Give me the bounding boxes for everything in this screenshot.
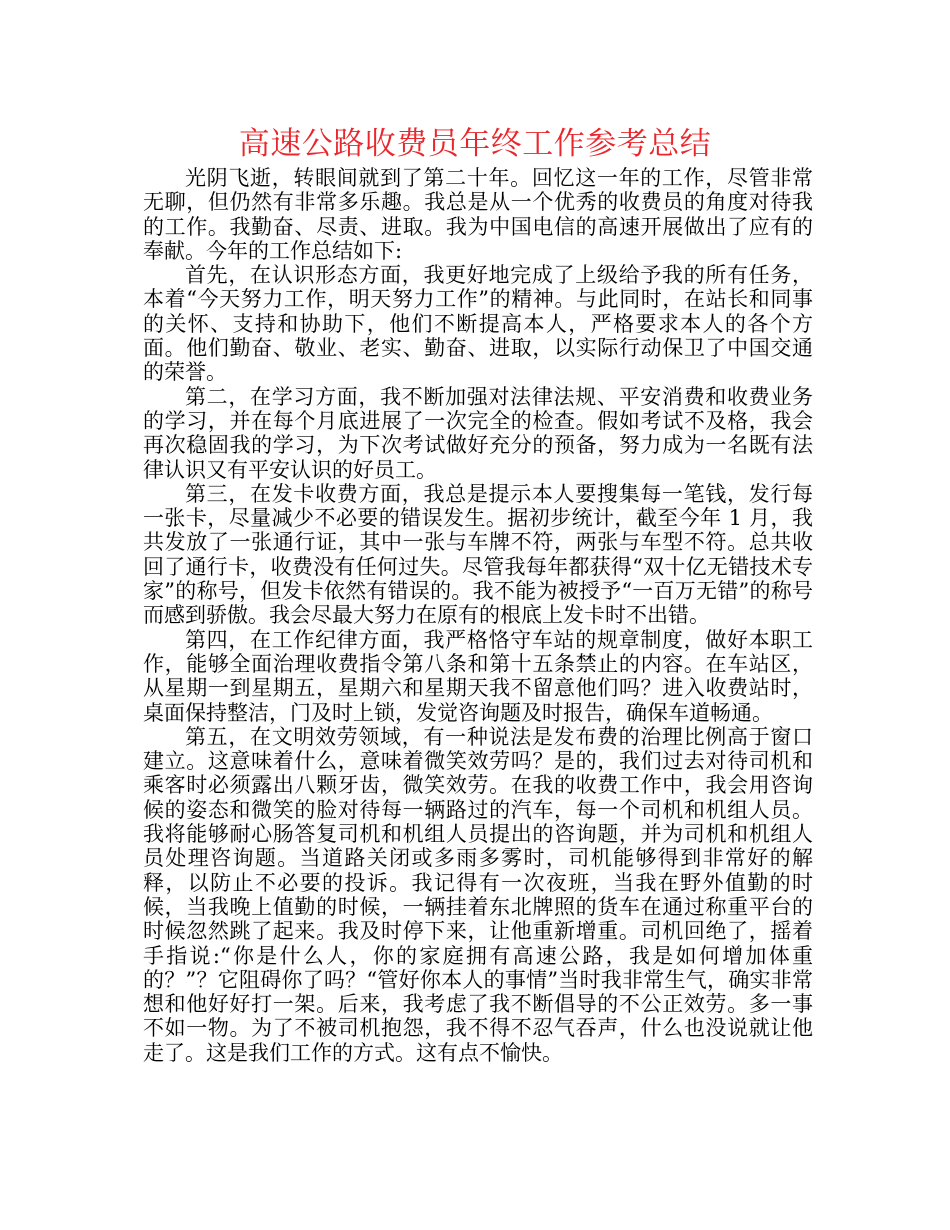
paragraph-first: 首先，在认识形态方面，我更好地完成了上级给予我的所有任务，本着“今天努力工作，明天努力工作”的精神。与此同时，在站长和同事的关怀、支持和协助下，他们不断提高本人，严格要求本人的各个方面。他们勤奋、敬业、老实、勤奋、进取，以实际行动保卫了中国交通的荣誉。 <box>143 263 813 385</box>
paragraph-fifth: 第五，在文明效劳领域，有一种说法是发布费的治理比例高于窗口建立。这意味着什么，意味着微笑效劳吗？是的，我们过去对待司机和乘客时必须露出八颗牙齿，微笑效劳。在我的收费工作中，我会用咨询候的姿态和微笑的脸对待每一辆路过的汽车，每一个司机和机组人员。我将能够耐心肠答复司机和机组人员提出的咨询题，并为司机和机组人员处理咨询题。当道路关闭或多雨多雾时，司机能够得到非常好的解释，以防止不必要的投诉。我记得有一次夜班，当我在野外值勤的时候，当我晚上值勤的时候，一辆挂着东北牌照的货车在通过称重平台的时候忽然跳了起来。我及时停下来，让他重新增重。司机回绝了，摇着手指说:“你是什么人，你的家庭拥有高速公路，我是如何增加体重的？”？它阻碍你了吗？“管好你本人的事情”当时我非常生气，确实非常想和他好好打一架。后来，我考虑了我不断倡导的不公正效劳。多一事不如一物。为了不被司机抱怨，我不得不忍气吞声，什么也没说就让他走了。这是我们工作的方式。这有点不愉快。 <box>143 724 813 1065</box>
document-title: 高速公路收费员年终工作参考总结 <box>238 126 712 162</box>
paragraph-intro: 光阴飞逝，转眼间就到了第二十年。回忆这一年的工作，尽管非常无聊，但仍然有非常多乐趣。我总是从一个优秀的收费员的角度对待我的工作。我勤奋、尽责、进取。我为中国电信的高速开展做出了应有的奉献。今年的工作总结如下: <box>143 166 813 263</box>
paragraph-third: 第三，在发卡收费方面，我总是提示本人要搜集每一笔钱，发行每一张卡，尽量减少不必要的错误发生。据初步统计，截至今年 1 月，我共发放了一张通行证，其中一张与车牌不符，两张与车型不符。总共收回了通行卡，收费没有任何过失。尽管我每年都获得“双十亿无错技术专家”的称号，但发卡依然有错误的。我不能为被授予“一百万无错”的称号而感到骄傲。我会尽最大努力在原有的根底上发卡时不出错。 <box>143 481 813 628</box>
document-body <box>143 166 813 1065</box>
paragraph-second: 第二，在学习方面，我不断加强对法律法规、平安消费和收费业务的学习，并在每个月底进展了一次完全的检查。假如考试不及格，我会再次稳固我的学习，为下次考试做好充分的预备，努力成为一名既有法律认识又有平安认识的好员工。 <box>143 384 813 482</box>
paragraph-fourth: 第四，在工作纪律方面，我严格恪守车站的规章制度，做好本职工作，能够全面治理收费指令第八条和第十五条禁止的内容。在车站区，从星期一到星期五，星期六和星期天我不留意他们吗？进入收费站时，桌面保持整洁，门及时上锁，发觉咨询题及时报告，确保车道畅通。 <box>143 627 813 725</box>
